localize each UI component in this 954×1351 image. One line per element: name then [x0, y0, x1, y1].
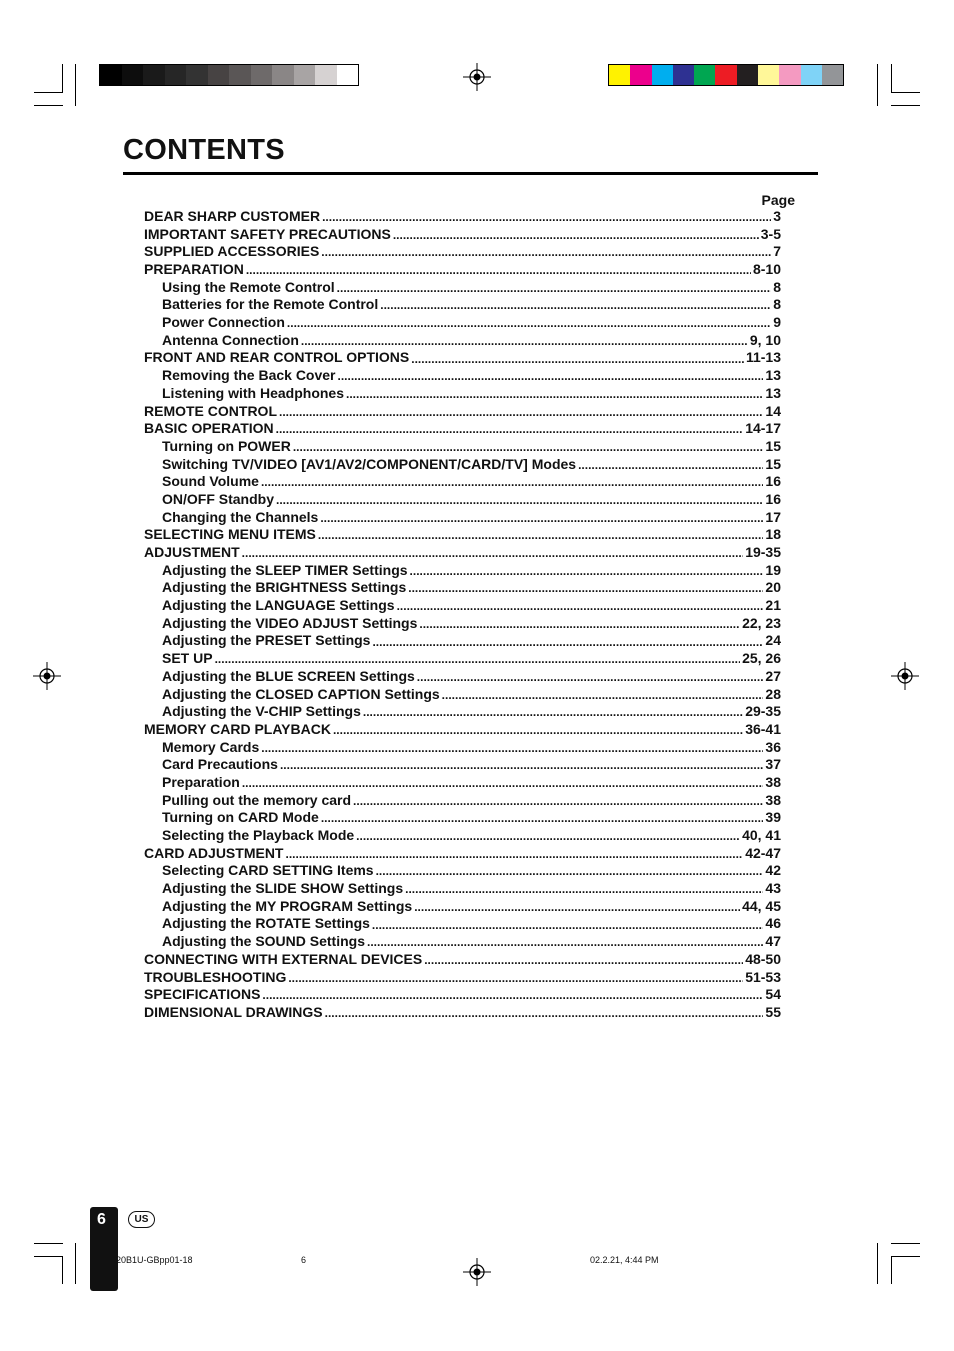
- toc-entry[interactable]: [144, 916, 781, 934]
- crop-mark: [877, 1243, 878, 1284]
- footer-sheet-number: 6: [301, 1255, 307, 1265]
- toc-entry-label: Adjusting the SLIDE SHOW Settings: [162, 880, 404, 897]
- toc-entry-page: 13: [765, 384, 781, 401]
- toc-entry[interactable]: [144, 615, 781, 633]
- dot-leader: [353, 792, 763, 810]
- toc-entry-page: 9, 10: [749, 331, 781, 348]
- toc-entry-label: Antenna Connection: [162, 331, 299, 348]
- toc-entry-label: REMOTE CONTROL: [144, 402, 277, 419]
- gray-swatch: [229, 65, 251, 85]
- toc-entry-page: 14: [765, 402, 781, 419]
- toc-entry-page: 13: [765, 367, 781, 384]
- table-of-contents: [144, 208, 781, 1022]
- toc-entry[interactable]: [144, 774, 781, 792]
- color-swatch: [673, 65, 694, 85]
- toc-entry-page: 3-5: [760, 225, 781, 242]
- toc-entry-page: 9: [773, 314, 781, 331]
- dot-leader: [246, 261, 751, 279]
- crop-mark: [75, 64, 76, 106]
- dot-leader: [279, 403, 763, 421]
- toc-entry-label: CONNECTING WITH EXTERNAL DEVICES: [144, 950, 423, 967]
- dot-leader: [301, 332, 748, 350]
- crop-mark: [891, 1256, 892, 1284]
- gray-swatch: [337, 65, 359, 85]
- color-swatch: [652, 65, 673, 85]
- gray-swatch: [294, 65, 316, 85]
- toc-entry-label: Adjusting the SLEEP TIMER Settings: [162, 561, 408, 578]
- toc-entry-label: Adjusting the CLOSED CAPTION Settings: [162, 685, 440, 702]
- crop-mark: [34, 105, 63, 106]
- dot-leader: [419, 615, 740, 633]
- toc-entry-page: 39: [765, 809, 781, 826]
- toc-entry[interactable]: [144, 668, 781, 686]
- dot-leader: [242, 774, 764, 792]
- gray-swatch: [143, 65, 165, 85]
- dot-leader: [380, 296, 771, 314]
- dot-leader: [280, 756, 763, 774]
- color-swatch: [715, 65, 736, 85]
- dot-leader: [376, 862, 764, 880]
- toc-entry-label: Changing the Channels: [162, 508, 319, 525]
- toc-entry-label: Selecting CARD SETTING Items: [162, 862, 374, 879]
- toc-entry-label: Using the Remote Control: [162, 278, 335, 295]
- dot-leader: [333, 721, 743, 739]
- toc-entry[interactable]: [144, 473, 781, 491]
- toc-entry-label: Removing the Back Cover: [162, 367, 336, 384]
- toc-entry-page: 44, 45: [742, 897, 781, 914]
- toc-entry[interactable]: [144, 544, 781, 562]
- toc-entry-page: 47: [765, 933, 781, 950]
- dot-leader: [215, 650, 740, 668]
- toc-entry[interactable]: [144, 296, 781, 314]
- toc-entry[interactable]: [144, 456, 781, 474]
- dot-leader: [410, 562, 764, 580]
- toc-entry-label: ADJUSTMENT: [144, 544, 240, 561]
- dot-leader: [325, 1004, 764, 1022]
- page-title: CONTENTS: [123, 134, 285, 166]
- toc-entry[interactable]: [144, 898, 781, 916]
- dot-leader: [417, 668, 764, 686]
- toc-entry-label: SET UP: [162, 650, 213, 667]
- dot-leader: [578, 456, 763, 474]
- toc-entry[interactable]: [144, 385, 781, 403]
- registration-target-icon: [463, 1258, 491, 1286]
- toc-entry-label: ON/OFF Standby: [162, 490, 274, 507]
- crop-mark: [891, 64, 892, 92]
- toc-entry-label: Adjusting the MY PROGRAM Settings: [162, 897, 413, 914]
- dot-leader: [293, 438, 764, 456]
- toc-entry[interactable]: [144, 420, 781, 438]
- toc-entry-label: Adjusting the SOUND Settings: [162, 933, 365, 950]
- gray-swatch: [272, 65, 294, 85]
- toc-entry-page: 21: [765, 597, 781, 614]
- crop-mark: [891, 1256, 920, 1257]
- color-swatch: [609, 65, 630, 85]
- dot-leader: [321, 809, 764, 827]
- toc-entry-page: 8: [773, 278, 781, 295]
- toc-entry-label: Switching TV/VIDEO [AV1/AV2/COMPONENT/CARD/TV] Modes: [162, 455, 577, 472]
- toc-entry-label: DEAR SHARP CUSTOMER: [144, 207, 321, 224]
- toc-entry[interactable]: [144, 756, 781, 774]
- toc-entry[interactable]: [144, 403, 781, 421]
- toc-entry[interactable]: [144, 261, 781, 279]
- toc-entry-label: SPECIFICATIONS: [144, 986, 261, 1003]
- dot-leader: [337, 279, 772, 297]
- toc-entry-page: 18: [765, 526, 781, 543]
- dot-leader: [338, 367, 764, 385]
- toc-entry-label: Adjusting the ROTATE Settings: [162, 915, 370, 932]
- region-badge: US: [128, 1211, 155, 1228]
- toc-entry[interactable]: [144, 226, 781, 244]
- crop-mark: [62, 1256, 63, 1284]
- toc-entry[interactable]: [144, 562, 781, 580]
- toc-entry-label: IMPORTANT SAFETY PRECAUTIONS: [144, 225, 391, 242]
- dot-leader: [393, 226, 759, 244]
- toc-entry[interactable]: [144, 951, 781, 969]
- toc-entry-label: CARD ADJUSTMENT: [144, 844, 284, 861]
- dot-leader: [318, 526, 764, 544]
- crop-mark: [891, 105, 920, 106]
- toc-entry-label: Memory Cards: [162, 738, 260, 755]
- toc-entry-page: 15: [765, 437, 781, 454]
- toc-entry-page: 42-47: [745, 844, 781, 861]
- toc-entry[interactable]: [144, 862, 781, 880]
- color-swatch: [737, 65, 758, 85]
- page-column-header: Page: [761, 192, 795, 208]
- dot-leader: [414, 898, 740, 916]
- toc-entry-label: Selecting the Playback Mode: [162, 827, 355, 844]
- crop-mark: [877, 64, 878, 106]
- dot-leader: [363, 703, 743, 721]
- toc-entry-label: SELECTING MENU ITEMS: [144, 526, 316, 543]
- toc-entry-label: MEMORY CARD PLAYBACK: [144, 720, 331, 737]
- footer-timestamp: 02.2.21, 4:44 PM: [590, 1255, 659, 1265]
- toc-entry-page: 38: [765, 773, 781, 790]
- toc-entry[interactable]: [144, 1004, 781, 1022]
- toc-entry-page: 19: [765, 561, 781, 578]
- toc-entry-page: 42: [765, 862, 781, 879]
- toc-entry-label: Adjusting the VIDEO ADJUST Settings: [162, 614, 418, 631]
- toc-entry-label: Preparation: [162, 773, 240, 790]
- toc-entry-page: 51-53: [745, 968, 781, 985]
- toc-entry-page: 11-13: [745, 349, 781, 366]
- toc-entry[interactable]: [144, 597, 781, 615]
- dot-leader: [320, 509, 763, 527]
- toc-entry-page: 8: [773, 296, 781, 313]
- toc-entry[interactable]: [144, 721, 781, 739]
- dot-leader: [322, 208, 771, 226]
- dot-leader: [242, 544, 744, 562]
- dot-leader: [397, 597, 764, 615]
- toc-entry[interactable]: [144, 279, 781, 297]
- page-number: 6: [97, 1211, 106, 1228]
- toc-entry[interactable]: [144, 208, 781, 226]
- toc-entry-page: 17: [765, 508, 781, 525]
- toc-entry[interactable]: [144, 243, 781, 261]
- toc-entry-label: PREPARATION: [144, 261, 244, 278]
- crop-mark: [34, 92, 63, 93]
- toc-entry[interactable]: [144, 350, 781, 368]
- color-swatch: [779, 65, 800, 85]
- toc-entry-label: Power Connection: [162, 314, 285, 331]
- toc-entry-page: 27: [765, 667, 781, 684]
- dot-leader: [276, 491, 763, 509]
- toc-entry-label: Turning on CARD Mode: [162, 809, 319, 826]
- toc-entry[interactable]: [144, 509, 781, 527]
- toc-entry[interactable]: [144, 438, 781, 456]
- toc-entry-page: 55: [765, 1003, 781, 1020]
- toc-entry[interactable]: [144, 686, 781, 704]
- toc-entry[interactable]: [144, 703, 781, 721]
- color-swatch: [694, 65, 715, 85]
- toc-entry-label: Adjusting the PRESET Settings: [162, 632, 371, 649]
- color-swatch: [801, 65, 822, 85]
- toc-entry[interactable]: [144, 650, 781, 668]
- toc-entry-page: 54: [765, 986, 781, 1003]
- toc-entry-label: SUPPLIED ACCESSORIES: [144, 243, 320, 260]
- dot-leader: [262, 986, 763, 1004]
- toc-entry-page: 40, 41: [742, 827, 781, 844]
- gray-swatch: [251, 65, 273, 85]
- grayscale-calibration-bar: [99, 64, 359, 86]
- gray-swatch: [122, 65, 144, 85]
- color-swatch: [630, 65, 651, 85]
- toc-entry-label: Adjusting the V-CHIP Settings: [162, 703, 361, 720]
- dot-leader: [411, 350, 744, 368]
- dot-leader: [261, 739, 763, 757]
- crop-mark: [62, 64, 63, 92]
- toc-entry-page: 24: [765, 632, 781, 649]
- dot-leader: [408, 579, 763, 597]
- crop-mark: [891, 1243, 920, 1244]
- crop-mark: [34, 1243, 63, 1244]
- dot-leader: [285, 845, 743, 863]
- gray-swatch: [165, 65, 187, 85]
- toc-entry[interactable]: [144, 986, 781, 1004]
- crop-mark: [34, 1256, 63, 1257]
- gray-swatch: [100, 65, 122, 85]
- gray-swatch: [186, 65, 208, 85]
- toc-entry-page: 46: [765, 915, 781, 932]
- toc-entry-page: 43: [765, 880, 781, 897]
- toc-entry-page: 29-35: [745, 703, 781, 720]
- dot-leader: [367, 933, 763, 951]
- color-swatch: [758, 65, 779, 85]
- toc-entry[interactable]: [144, 880, 781, 898]
- dot-leader: [372, 916, 764, 934]
- toc-entry-page: 36-41: [745, 720, 781, 737]
- toc-entry[interactable]: [144, 792, 781, 810]
- toc-entry[interactable]: [144, 845, 781, 863]
- toc-entry-label: DIMENSIONAL DRAWINGS: [144, 1003, 323, 1020]
- toc-entry[interactable]: [144, 969, 781, 987]
- toc-entry[interactable]: [144, 739, 781, 757]
- gray-swatch: [208, 65, 230, 85]
- toc-entry-page: 14-17: [745, 420, 781, 437]
- toc-entry-label: Batteries for the Remote Control: [162, 296, 379, 313]
- toc-entry[interactable]: [144, 633, 781, 651]
- dot-leader: [261, 473, 763, 491]
- dot-leader: [346, 385, 763, 403]
- toc-entry-label: TROUBLESHOOTING: [144, 968, 287, 985]
- footer-file-name: 20B1U-GBpp01-18: [116, 1255, 193, 1265]
- dot-leader: [424, 951, 743, 969]
- toc-entry[interactable]: [144, 827, 781, 845]
- toc-entry-page: 19-35: [745, 544, 781, 561]
- registration-target-icon: [33, 662, 61, 690]
- toc-entry-page: 38: [765, 791, 781, 808]
- toc-entry-label: Adjusting the LANGUAGE Settings: [162, 597, 395, 614]
- toc-entry-label: Sound Volume: [162, 473, 259, 490]
- toc-entry-page: 8-10: [752, 261, 781, 278]
- dot-leader: [276, 420, 744, 438]
- toc-entry[interactable]: [144, 809, 781, 827]
- toc-entry-label: Pulling out the memory card: [162, 791, 352, 808]
- color-calibration-bar: [608, 64, 844, 86]
- toc-entry-label: Listening with Headphones: [162, 384, 345, 401]
- toc-entry-page: 22, 23: [742, 614, 781, 631]
- toc-entry-label: Adjusting the BRIGHTNESS Settings: [162, 579, 407, 596]
- toc-entry-page: 7: [773, 243, 781, 260]
- toc-entry-page: 28: [765, 685, 781, 702]
- dot-leader: [356, 827, 740, 845]
- dot-leader: [287, 314, 771, 332]
- toc-entry-page: 37: [765, 756, 781, 773]
- toc-entry[interactable]: [144, 933, 781, 951]
- toc-entry-label: Adjusting the BLUE SCREEN Settings: [162, 667, 415, 684]
- dot-leader: [442, 686, 764, 704]
- toc-entry-page: 36: [765, 738, 781, 755]
- toc-entry-page: 20: [765, 579, 781, 596]
- toc-entry-label: FRONT AND REAR CONTROL OPTIONS: [144, 349, 410, 366]
- gray-swatch: [315, 65, 337, 85]
- toc-entry-page: 15: [765, 455, 781, 472]
- toc-entry-page: 25, 26: [742, 650, 781, 667]
- registration-target-icon: [463, 63, 491, 91]
- toc-entry-page: 16: [765, 473, 781, 490]
- toc-entry[interactable]: [144, 332, 781, 350]
- crop-mark: [75, 1243, 76, 1284]
- dot-leader: [321, 243, 771, 261]
- registration-target-icon: [891, 662, 919, 690]
- toc-entry-label: Card Precautions: [162, 756, 278, 773]
- dot-leader: [372, 633, 763, 651]
- toc-entry[interactable]: [144, 314, 781, 332]
- toc-entry[interactable]: [144, 526, 781, 544]
- toc-entry-page: 48-50: [745, 950, 781, 967]
- toc-entry[interactable]: [144, 367, 781, 385]
- toc-entry-label: Turning on POWER: [162, 437, 291, 454]
- toc-entry-page: 3: [773, 207, 781, 224]
- dot-leader: [405, 880, 763, 898]
- color-swatch: [822, 65, 843, 85]
- toc-entry[interactable]: [144, 491, 781, 509]
- toc-entry-page: 16: [765, 490, 781, 507]
- toc-entry[interactable]: [144, 579, 781, 597]
- dot-leader: [288, 969, 743, 987]
- crop-mark: [891, 92, 920, 93]
- title-rule: [123, 172, 818, 175]
- toc-entry-label: BASIC OPERATION: [144, 420, 274, 437]
